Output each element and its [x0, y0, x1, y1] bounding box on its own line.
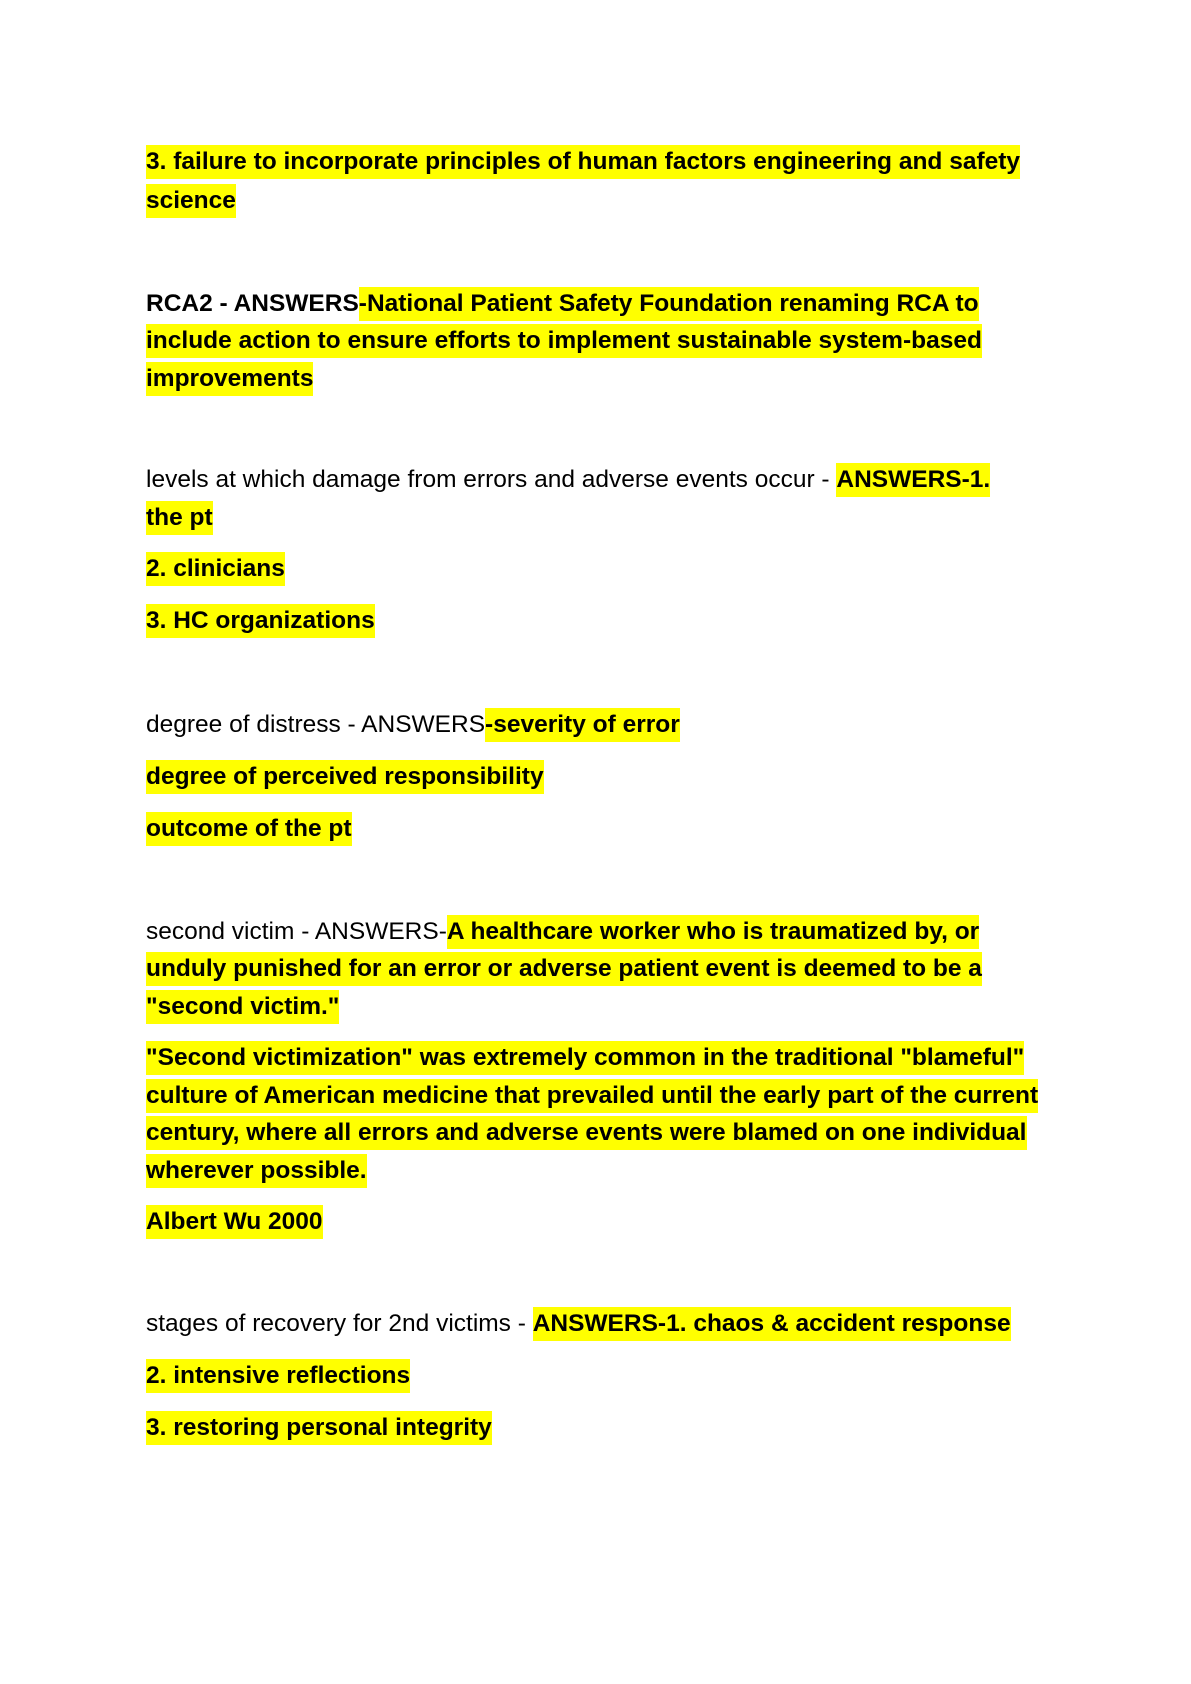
rca2-entry-line	[146, 364, 1066, 394]
second-victim-entry-line	[146, 1118, 1066, 1148]
question-text: levels at which damage from errors and adverse events occur -	[146, 466, 837, 493]
second-victim-entry-line	[146, 1081, 1066, 1111]
levels-entry-line	[146, 465, 1066, 495]
highlighted-answer-text: outcome of the pt	[146, 812, 352, 846]
second-victim-entry-line	[146, 1043, 1066, 1073]
distress-entry-line	[146, 814, 1066, 844]
question-text: second victim - ANSWERS-	[146, 918, 447, 945]
highlighted-answer-text: the pt	[146, 501, 213, 535]
highlighted-answer-text: improvements	[146, 362, 313, 396]
highlighted-answer-text: unduly punished for an error or adverse patient event is deemed to be a	[146, 952, 982, 986]
levels-entry-line	[146, 554, 1066, 584]
rca2-entry-line	[146, 289, 1066, 319]
failure-item-line	[146, 147, 1066, 177]
failure-item-line	[146, 186, 1066, 216]
second-victim-entry-line	[146, 1207, 1066, 1237]
highlighted-answer-text: ANSWERS-1.	[836, 463, 990, 497]
highlighted-answer-text: wherever possible.	[146, 1154, 367, 1188]
highlighted-answer-text: "second victim."	[146, 990, 339, 1024]
highlighted-answer-text: A healthcare worker who is traumatized by, or	[447, 915, 979, 949]
question-text: RCA2 - ANSWERS	[146, 290, 359, 317]
distress-entry-line	[146, 762, 1066, 792]
highlighted-answer-text: 2. clinicians	[146, 552, 285, 586]
highlighted-answer-text: 3. restoring personal integrity	[146, 1411, 492, 1445]
second-victim-entry-line	[146, 917, 1066, 947]
highlighted-answer-text: "Second victimization" was extremely common in the traditional "blameful"	[146, 1041, 1024, 1075]
highlighted-answer-text: science	[146, 184, 236, 218]
rca2-entry-line	[146, 326, 1066, 356]
second-victim-entry-line	[146, 992, 1066, 1022]
highlighted-answer-text: 3. HC organizations	[146, 604, 375, 638]
highlighted-answer-text: degree of perceived responsibility	[146, 760, 544, 794]
highlighted-answer-text: -National Patient Safety Foundation renaming RCA to	[359, 287, 979, 321]
highlighted-answer-text: -severity of error	[485, 708, 680, 742]
highlighted-answer-text: 3. failure to incorporate principles of human factors engineering and safety	[146, 145, 1020, 179]
recovery-stages-entry-line	[146, 1361, 1066, 1391]
highlighted-answer-text: 2. intensive reflections	[146, 1359, 410, 1393]
question-text: stages of recovery for 2nd victims -	[146, 1310, 533, 1337]
levels-entry-line	[146, 606, 1066, 636]
recovery-stages-entry-line	[146, 1309, 1066, 1339]
second-victim-entry-line	[146, 954, 1066, 984]
highlighted-answer-text: Albert Wu 2000	[146, 1205, 323, 1239]
distress-entry-line	[146, 710, 1066, 740]
question-text: degree of distress - ANSWERS	[146, 711, 486, 738]
highlighted-answer-text: include action to ensure efforts to implement sustainable system-based	[146, 324, 982, 358]
highlighted-answer-text: culture of American medicine that prevailed until the early part of the current	[146, 1079, 1038, 1113]
highlighted-answer-text: century, where all errors and adverse events were blamed on one individual	[146, 1116, 1027, 1150]
highlighted-answer-text: ANSWERS-1. chaos & accident response	[533, 1307, 1011, 1341]
second-victim-entry-line	[146, 1156, 1066, 1186]
recovery-stages-entry-line	[146, 1413, 1066, 1443]
levels-entry-line	[146, 503, 1066, 533]
